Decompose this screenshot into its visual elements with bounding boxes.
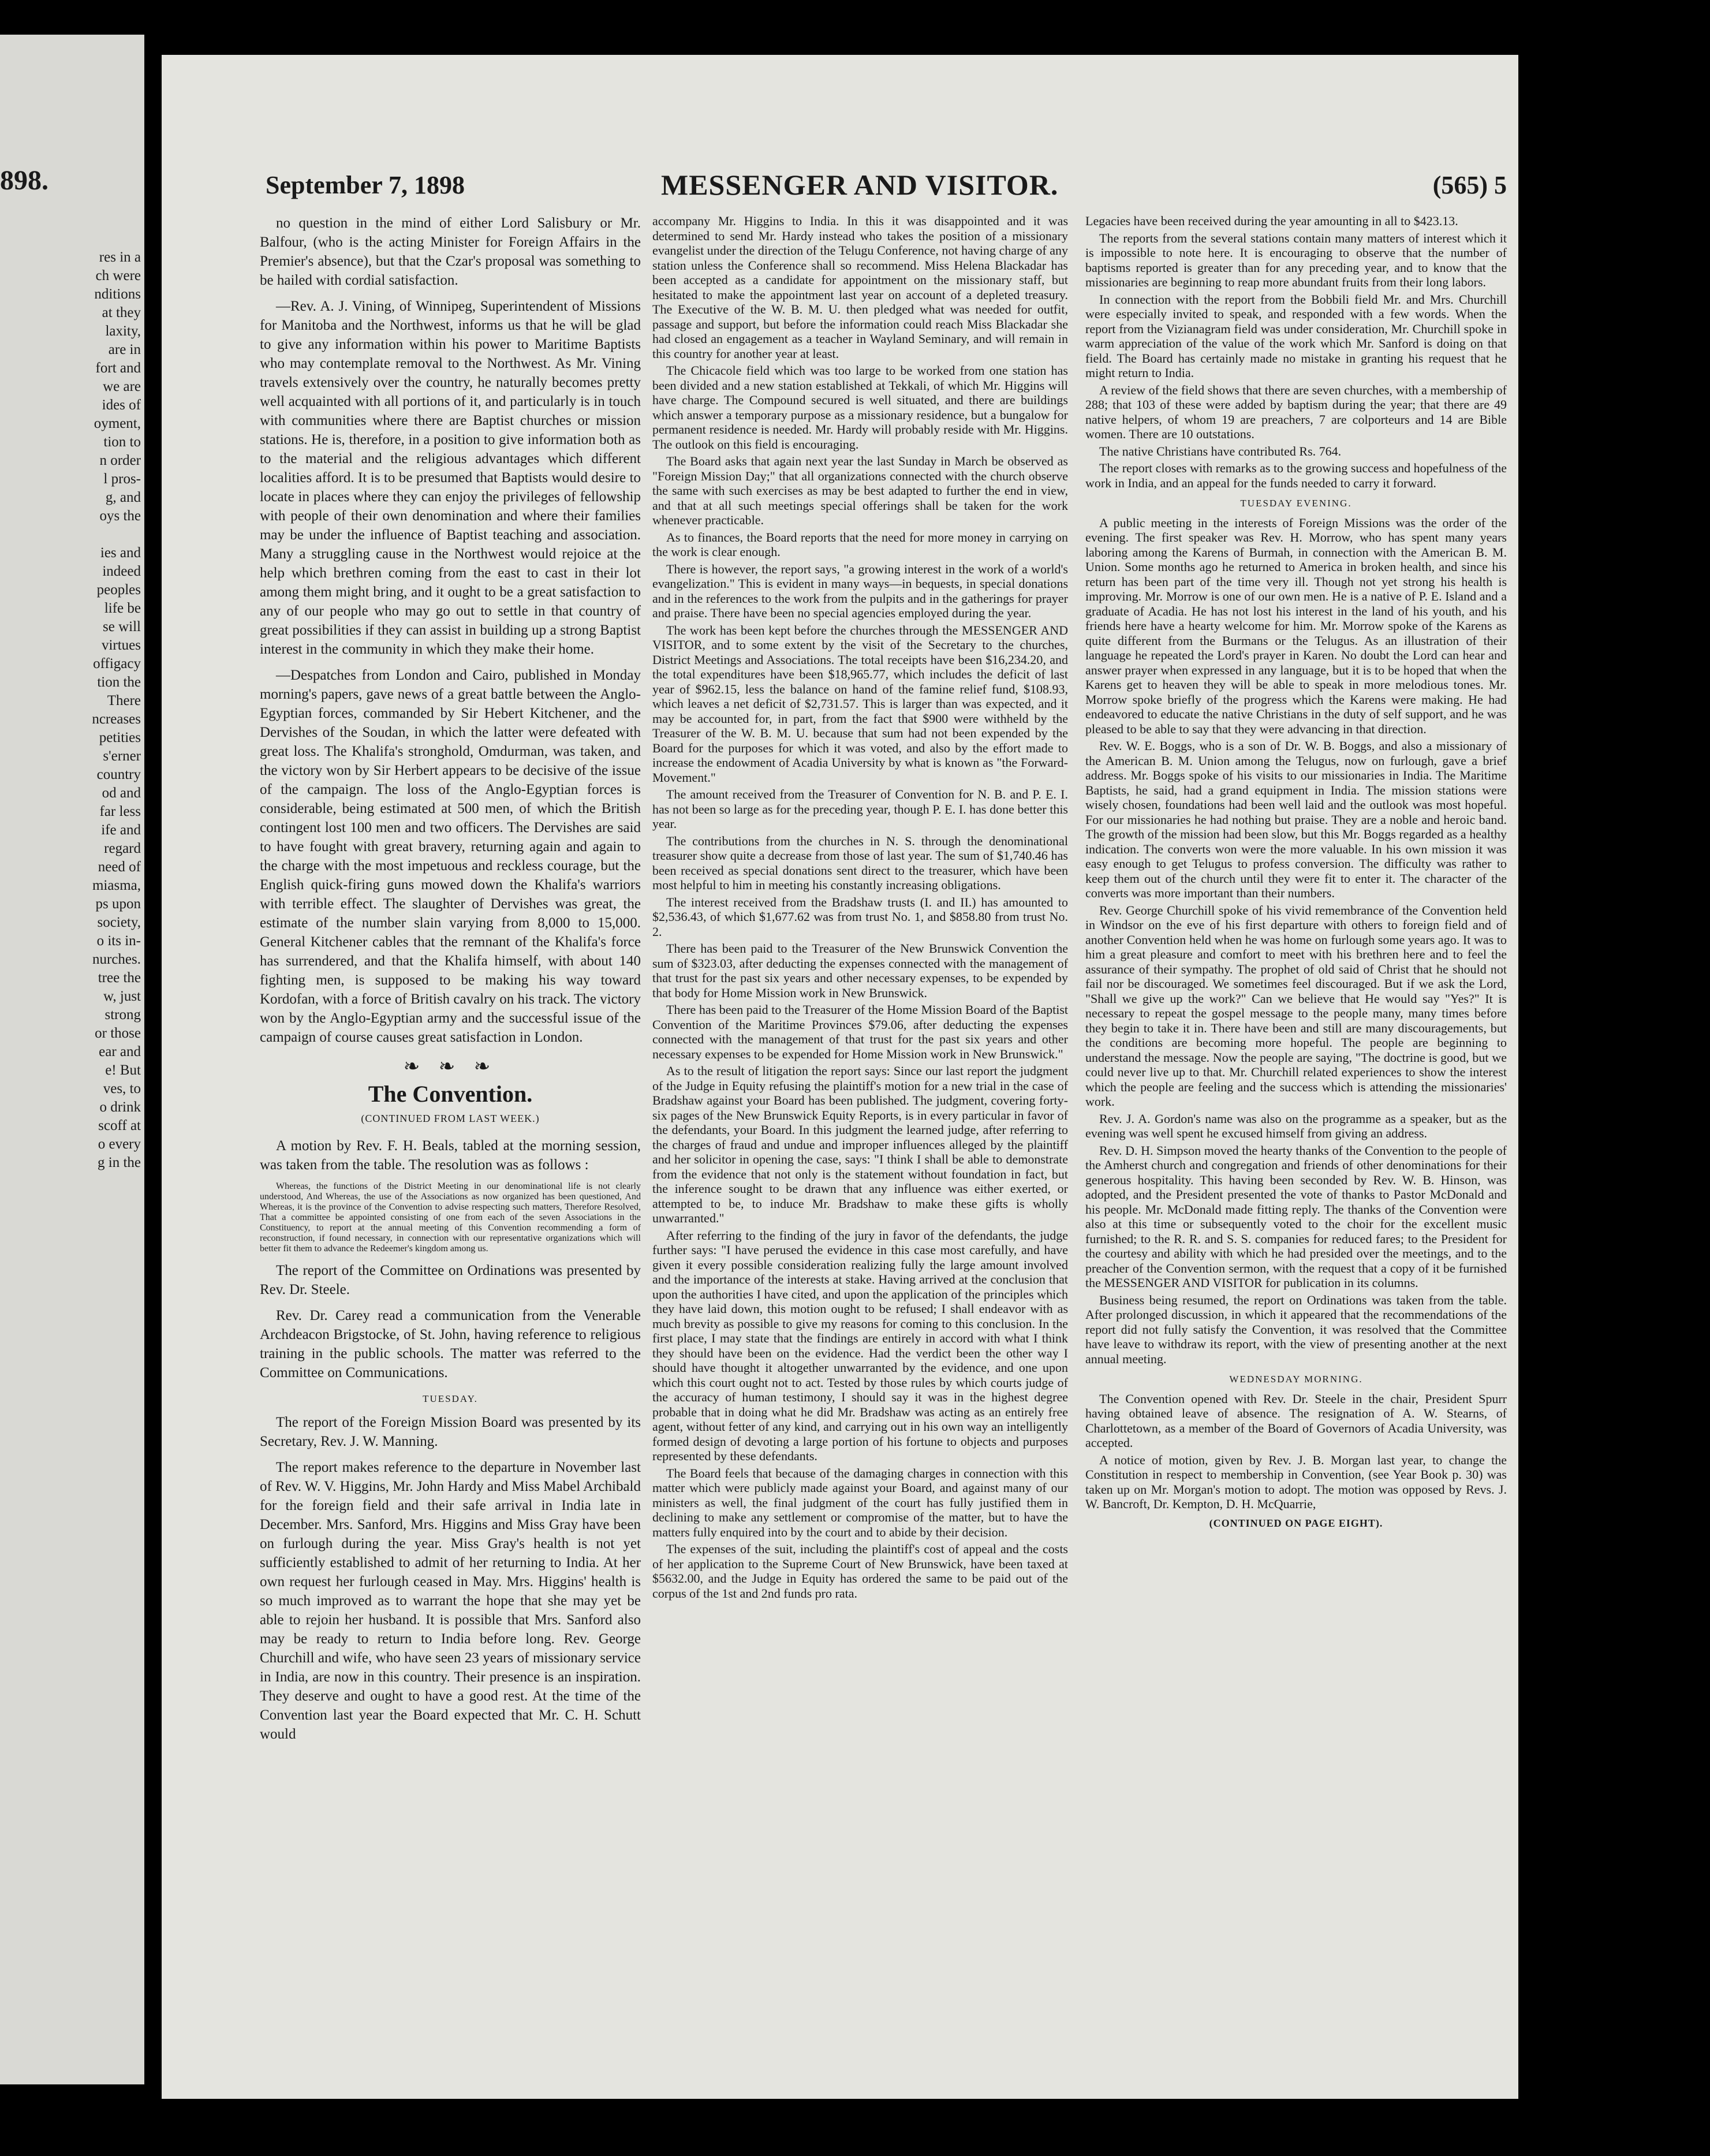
paragraph: The report of the Committee on Ordinations was presented by Rev. Dr. Steele.: [260, 1263, 641, 1297]
paragraph: The Chicacole field which was too large to be worked from one station has been divided and a new station established at Tekkali, of which Mr. Higgins will have charge. The Compound secured is well situated, and there are buildings which answer a temporary purpose as a missionary residence, but a bungalow for permanent residence is needed. Mr. Hardy will probably reside with Mr. Higgins. The outlook on this field is encouraging.: [652, 363, 1068, 452]
paragraph: The work has been kept before the churches through the MESSENGER AND VISITOR, and to some extent by the visit of the Secretary to the churches, District Meetings and Associations. The total receipts have been $16,234.20, and the total expenditures have been $18,965.77, which includes the deficit of last year of $962.15, less the balance on hand of the famine relief fund, $108.93, which leaves a net deficit of $2,731.57. This is larger than was expected, and it may be accounted for, in part, from the fact that $900 were withheld by the Treasurer of the W. B. M. U. because that sum had not been expended by the Board for the purposes for which it was voted, and also by the effort made to increase the endowment of Acadia University by what is known as "the Forward-Movement.": [652, 622, 1068, 785]
article-subtitle: (CONTINUED FROM LAST WEEK.): [361, 1113, 540, 1124]
left-page-fragment: virtues: [101, 637, 141, 653]
paragraph: Rev. George Churchill spoke of his vivid remembrance of the Convention held in Windsor on the eve of his first departure with others to foreign field and of another Convention held when he was home on furlough some years ago. It was to him a great pleasure and comfort to meet with his brethren here and to feel the assurance of their sympathy. The prophet of old said of Christ that he should not fail nor be discouraged. We sometimes feel discouraged. But if we ask the Lord, "Shall we give up the work?" Can we believe that He would say "Yes?" It is necessary to repeat the gospel message to the people many, many times before they begin to take it in. There have been and still are many discouragements, but the conditions are becoming more hopeful. The people are beginning to understand the message. Now the people are saying, "The doctrine is good, but we could never live up to that. Mr. Churchill related experiences to show the interest which the people are feeling and the success which is attending the missionaries' work.: [1085, 902, 1507, 1109]
paragraph: accompany Mr. Higgins to India. In this it was disappointed and it was determined to send Mr. Hardy instead who takes the position of a missionary evangelist under the direction of the Telugu Conference, not having charge of any station unless the Conference shall so recommend. Miss Helena Blackadar has been accepted as a candidate for appointment on the missionary staff, but hesitated to make the appointment last year on account of a depleted treasury. The Executive of the W. B. M. U. then pledged what was needed for outfit, passage and support, but before the information could reach Miss Blackadar she had closed an engagement as a teacher in Wayland Seminary, and will remain in this country for another year at least.: [652, 214, 1068, 361]
paragraph: The Board feels that because of the damaging charges in connection with this matter which were publicly made against your Board, and against many of our ministers as well, the final judgment of the court has fully justified them in declining to make any settlement or compromise of the matter, but to have the matters fully enquired into by the court and to abide by their decision.: [652, 1465, 1068, 1539]
left-page-fragment: petities: [99, 730, 141, 745]
left-page-fragment: ife and: [101, 822, 141, 838]
section-heading: TUESDAY EVENING.: [1240, 498, 1352, 509]
left-page-fragment: indeed: [102, 564, 141, 579]
ornament: ❧ ❧ ❧: [403, 1056, 498, 1077]
left-page-fragment: g in the: [98, 1155, 141, 1170]
paragraph: Business being resumed, the report on Ordinations was taken from the table. After prolonged discussion, in which it appeared that the recommendations of the report did not fully satisfy the Convention, it was resolved that the Committee have leave to withdraw its report, with the view of presenting another at the next annual meeting.: [1085, 1292, 1507, 1366]
paragraph: As to the result of litigation the report says: Since our last report the judgment of the Judge in Equity refusing the plaintiff's motion for a new trial in the case of Bradshaw against your Board has been published. The judgment, covering forty-six pages of the New Brunswick Equity Reports, is in every particular in favor of the defendants, your Board. In this judgment the learned judge, after referring to the charges of fraud and undue and improper influences alleged by the plaintiff and her solicitor in opening the case, says: "I think I shall be able to demonstrate from the evidence that not only is the statement without foundation in fact, but the inference sought to be drawn that any influence was either exerted, or attempted to be, to induce Mr. Bradshaw to make these gifts is wholly unwarranted.": [652, 1064, 1068, 1225]
paragraph: After referring to the finding of the jury in favor of the defendants, the judge further says: "I have perused the evidence in this case most carefully, and have given it every possible consideration realizing fully the large amount involved and the importance of the interests at stake. Having arrived at the conclusion that upon the authorities I have cited, and upon the application of the principles which they have laid down, this motion ought to be refused; I shall endeavor with as much brevity as possible to give my reasons for coming to this conclusion. In the first place, I may state that the findings are entirely in accord with what I think they should have been on the evidence. Had the verdict been the other way I should have thought it altogether unwarranted by the evidence, and one upon which this court ought not to act. Tested by those rules by which courts judge of the accuracy of human testimony, I should say it was in the highest degree probable that in doing what he did Mr. Bradshaw was acting as an entirely free agent, without fetter of any kind, and carrying out in his own way an intelligently formed design of devoting a large portion of his fortune to objects and purposes represented by these defendants.: [652, 1228, 1068, 1463]
left-page-fragment: are in: [108, 342, 141, 357]
left-page-fragment: l pros-: [103, 471, 141, 487]
paragraph: The amount received from the Treasurer of Convention for N. B. and P. E. I. has not been so large as for the preceding year, though P. E. I. has done better this year.: [652, 787, 1068, 831]
paragraph: Rev. Dr. Carey read a communication from the Venerable Archdeacon Brigstocke, of St. John, having reference to religious training in the public schools. The matter was referred to the Committee on Communications.: [260, 1308, 641, 1381]
paragraph: A public meeting in the interests of Foreign Missions was the order of the evening. The first speaker was Rev. H. Morrow, who has spent many years laboring among the Karens of Burmah, in connection with the American B. M. Union. Some months ago he returned to America in broken health, and since his return has been part of the time very ill. Though not yet strong his health is improving. Mr. Morrow is one of our own men. He is a native of P. E. Island and a graduate of Acadia. He has not lost his interest in the land of his youth, and his friends here have a hearty welcome for him. Mr. Morrow spoke of the Karens as quite different from the Burmans or the Telugus. As an illustration of their language he repeated the Lord's prayer in Karen. No doubt the Lord can hear and answer prayer when expressed in any language, but it is to be hoped that when the Karens get to heaven they will be able to speak in more melodious tones. Mr. Morrow spoke briefly of the progress which the Karens were making. He had endeavored to educate the native Christians in the duty of self support, and he was pleased to be able to say that they were advancing in that direction.: [1085, 515, 1507, 736]
left-page-fragment: life be: [104, 600, 141, 616]
left-page-fragment: at they: [102, 305, 141, 320]
left-page-fragment: tion to: [103, 434, 141, 450]
masthead: MESSENGER AND VISITOR.: [661, 169, 1059, 201]
paragraph: The interest received from the Bradshaw trusts (I. and II.) has amounted to $2,536.43, of which $1,677.62 was from trust No. 1, and $858.80 from trust No. 2.: [652, 894, 1068, 939]
paragraph: Rev. W. E. Boggs, who is a son of Dr. W. B. Boggs, and also a missionary of the American B. M. Union among the Telugus, now on furlough, gave a brief address. Mr. Boggs spoke of his visits to our missionaries in India. The Maritime Baptists, he said, had a grand equipment in India. The mission stations were wisely chosen, foundations had been well laid and the outlook was most hopeful. For our missionaries he had nothing but praise. They are a noble and heroic band. The growth of the mission had been slow, but this Mr. Boggs regarded as a healthy indication. The converts won were the more valuable. In his own mission it was easy enough to get Telugus to profess conversion. The difficulty was rather to keep them out of the church until they were fit to enter it. The character of the converts was more important than their numbers.: [1085, 738, 1507, 900]
section-heading: WEDNESDAY MORNING.: [1229, 1374, 1363, 1385]
left-page-fragment: tree the: [98, 970, 141, 986]
left-page-fragment: od and: [102, 785, 141, 801]
left-page-fragment: ncreases: [92, 711, 141, 727]
left-page-fragment: society,: [97, 915, 141, 930]
left-page-fragment: oys the: [99, 508, 141, 524]
left-page-fragment: need of: [98, 859, 141, 875]
issue-date: September 7, 1898: [266, 171, 465, 199]
paragraph: A motion by Rev. F. H. Beals, tabled at the morning session, was taken from the table. The resolution was as follows :: [260, 1138, 641, 1173]
left-page-fragment: offigacy: [93, 656, 141, 672]
paragraph: A notice of motion, given by Rev. J. B. Morgan last year, to change the Constitution in respect to membership in Convention, (see Year Book p. 30) was taken up on Mr. Morgan's motion to adopt. The motion was opposed by Revs. J. W. Bancroft, Dr. Kempton, D. H. McQuarrie,: [1085, 1452, 1507, 1511]
paragraph: A review of the field shows that there are seven churches, with a membership of 288; that 103 of these were added by baptism during the year; that there are 49 native helpers, of whom 19 are preachers, 7 are colporteurs and 14 are Bible women. There are 10 outstations.: [1085, 382, 1507, 441]
column-3: [1085, 214, 1507, 2061]
left-page-fragment: or those: [95, 1025, 141, 1041]
left-page-fragment: nditions: [94, 286, 141, 302]
left-page-fragment: country: [96, 767, 141, 782]
left-page-fragment: peoples: [96, 582, 141, 598]
left-page-fragment: ies and: [100, 545, 141, 561]
paragraph: The report closes with remarks as to the growing success and hopefulness of the work in India, and an appeal for the funds needed to carry it forward.: [1085, 461, 1507, 490]
left-page-fragment: [2, 525, 141, 544]
paragraph: —Rev. A. J. Vining, of Winnipeg, Superintendent of Missions for Manitoba and the Northwest, informs us that he will be glad to give any information within his power to Maritime Baptists who may contemplate removal to the Northwest. As Mr. Vining travels extensively over the country, he naturally becomes pretty well acquainted with all portions of it, and particularly is in touch with communities where there are Baptist churches or mission stations. He is, therefore, in a position to give information both as to the material and the religious advantages which different localities afford. It is to be presumed that Baptists would desire to locate in places where they can enjoy the privileges of fellowship with people of their own denomination and where their families may be under the influence of Baptist teaching and association. Many a struggling cause in the Northwest would rejoice at the help which brethren coming from the east to cast in their lot among them might bring, and it ought to be a great satisfaction to any of our people who may go out to settle in that country of great possibilities if they can assist in building up a strong Baptist interest in the community in which they make their home.: [260, 299, 641, 657]
left-page-fragment: nurches.: [92, 952, 141, 967]
column-2: [652, 214, 1068, 2061]
left-page-fragment: fort and: [95, 360, 141, 376]
left-page-fragments: [2, 248, 141, 1172]
left-page-strip: [0, 35, 144, 2084]
paragraph: —Despatches from London and Cairo, published in Monday morning's papers, gave news of a great battle between the Anglo-Egyptian forces, commanded by Sir Hebert Kitchener, and the Dervishes of the Soudan, in which the latter were defeated with great loss. The Khalifa's stronghold, Omdurman, was taken, and the victory won by Sir Herbert appears to be decisive of the issue of the campaign. The loss of the Anglo-Egyptian forces is considerable, being estimated at 500 men, of which the British contingent lost 100 men and two officers. The Dervishes are said to have fought with great bravery, returning again and again to the charge with the most impetuous and reckless courage, but the English quick-firing guns mowed down the Khalifa's warriors with terrible effect. The slaughter of Dervishes was great, the estimate of the number slain varying from 8,000 to 15,000. General Kitchener cables that the remnant of the Khalifa's force has surrendered, and that the Khalifa himself, with about 140 fighting men, is supposed to be making his way toward Kordofan, with a force of British cavalry on his track. The victory won by the Anglo-Egyptian army and the successful issue of the campaign of course causes great satisfaction in London.: [260, 667, 641, 1045]
left-page-fragment: o every: [98, 1136, 141, 1152]
page-header: [266, 170, 1507, 211]
left-page-fragment: o its in-: [96, 933, 141, 949]
paragraph: The contributions from the churches in N. S. through the denominational treasurer show quite a decrease from those of last year. The sum of $1,740.46 has been received as special donations sent direct to the treasurer, which have been most helpful to him in meeting his constantly increasing obligations.: [652, 833, 1068, 892]
left-page-fragment: ides of: [102, 397, 141, 413]
left-page-header: 898.: [0, 165, 48, 196]
left-page-fragment: strong: [104, 1007, 141, 1023]
left-page-fragment: ear and: [99, 1044, 141, 1060]
paragraph: The native Christians have contributed Rs. 764.: [1099, 443, 1342, 458]
column-1: [260, 214, 641, 2044]
paragraph: The Board asks that again next year the last Sunday in March be observed as "Foreign Mission Day;" that all organizations connected with the church observe the same with such exercises as may be best adapted to further the end in view, and that at all such meetings special offerings shall be taken for the work whenever practicable.: [652, 454, 1068, 527]
left-page-fragment: ps upon: [95, 896, 141, 912]
left-page-fragment: far less: [99, 804, 141, 819]
paragraph: no question in the mind of either Lord Salisbury or Mr. Balfour, (who is the acting Minister for Foreign Affairs in the Premier's absence), but that the Czar's proposal was something to be hailed with cordial satisfaction.: [260, 215, 641, 288]
continued-note: (CONTINUED ON PAGE EIGHT).: [1209, 1517, 1383, 1529]
left-page-fragment: s'erner: [103, 748, 141, 764]
left-page-fragment: There: [107, 693, 141, 708]
paragraph: The Convention opened with Rev. Dr. Steele in the chair, President Spurr having obtained leave of absence. The resignation of A. W. Stearns, of Charlottetown, as a member of the Board of Governors of Acadia University, was accepted.: [1085, 1391, 1507, 1450]
paragraph: As to finances, the Board reports that the need for more money in carrying on the work is clear enough.: [652, 529, 1068, 559]
left-page-fragment: n order: [99, 453, 141, 468]
resolution-text: Whereas, the functions of the District Meeting in our denominational life is not clearly understood, And Whereas, the use of the Associations as now organized has been questioned, And Whereas, it is the province of the Convention to advise respecting such matters, Therefore Resolved, That a committee be appointed consisting of one from each of the seven Associations in the Constituency, to report at the annual meeting of this Convention recommending a form of reconstruction, if found necessary, in connection with our representative organizations which will better fit them to advance the Redeemer's kingdom among us.: [260, 1181, 641, 1254]
paragraph: Rev. D. H. Simpson moved the hearty thanks of the Convention to the people of the Amherst church and congregation and friends of other denominations for their generous hospitality. This having been seconded by Rev. W. B. Hinson, was adopted, and the President presented the vote of thanks to Pastor McDonald and his people. Mr. McDonald made fitting reply. The thanks of the Convention were also at this time or subsequently voted to the choir for the excellent music furnished; to the R. R. and S. S. companies for reduced fares; to the President for the courtesy and ability with which he had presided over the meetings, and to the preacher of the Convention sermon, with the request that a copy of it be furnished the MESSENGER AND VISITOR for publication in its columns.: [1085, 1143, 1507, 1290]
left-page-fragment: we are: [103, 379, 141, 394]
section-heading: TUESDAY.: [423, 1393, 478, 1404]
left-page-fragment: oyment,: [94, 416, 141, 431]
paragraph: There has been paid to the Treasurer of the Home Mission Board of the Baptist Convention of the Maritime Provinces $79.06, after deducting the expenses connected with the management of that trust for the past six years and other necessary expenses to be expended for Home Mission work in New Brunswick.": [652, 1002, 1068, 1061]
page-number: (565) 5: [1432, 171, 1507, 199]
article-title: The Convention.: [368, 1081, 533, 1107]
paragraph: In connection with the report from the Bobbili field Mr. and Mrs. Churchill were especially invited to speak, and responded with a few words. When the report from the Vizianagram field was under consideration, Mr. Churchill spoke in warm appreciation of the value of the work which Mr. Sanford is doing on that field. The Board has certainly made no mistake in granting his request that he might return to India.: [1085, 292, 1507, 380]
newspaper-page: [162, 55, 1518, 2099]
left-page-fragment: ves, to: [103, 1081, 141, 1096]
left-page-fragment: tion the: [97, 674, 141, 690]
paragraph: Legacies have been received during the year amounting in all to $423.13.: [1085, 214, 1458, 228]
left-page-fragment: regard: [104, 841, 141, 856]
left-page-fragment: g, and: [105, 490, 141, 505]
left-page-fragment: w, just: [103, 989, 141, 1004]
left-page-fragment: res in a: [99, 249, 141, 265]
paragraph: The report makes reference to the departure in November last of Rev. W. V. Higgins, Mr. John Hardy and Miss Mabel Archibald for the foreign field and their safe arrival in India late in December. Mrs. Sanford, Mrs. Higgins and Miss Gray have been on furlough during the year. Miss Gray's health is not yet sufficiently established to admit of her returning to India. At her own request her furlough ceased in May. Mrs. Higgins' health is so much improved as to warrant the hope that she may yet be able to rejoin her husband. It is possible that Mrs. Sanford also may be ready to return to India before long. Rev. George Churchill and wife, who have seen 23 years of missionary service in India, are now in this country. Their presence is an inspiration. They deserve and ought to have a good rest. At the time of the Convention last year the Board expected that Mr. C. H. Schutt would: [260, 1460, 641, 1742]
paragraph: Rev. J. A. Gordon's name was also on the programme as a speaker, but as the evening was well spent he excused himself from giving an address.: [1085, 1111, 1507, 1140]
left-page-fragment: e! But: [105, 1062, 141, 1078]
left-page-fragment: miasma,: [92, 878, 141, 893]
left-page-fragment: o drink: [99, 1099, 141, 1115]
paragraph: The report of the Foreign Mission Board was presented by its Secretary, Rev. J. W. Manning.: [260, 1415, 641, 1449]
paragraph: The reports from the several stations contain many matters of interest which it is impossible to note here. It is encouraging to observe that the number of baptisms reported is greater than for any preceding year, and to know that the missionaries are beginning to reap more abundant fruits from their long labors.: [1085, 230, 1507, 289]
left-page-fragment: scoff at: [98, 1118, 141, 1133]
paragraph: There has been paid to the Treasurer of the New Brunswick Convention the sum of $323.03, after deducting the expenses connected with the management of that trust for the past six years and other necessary expenses, to be expended by that body for Home Mission work in New Brunswick.: [652, 941, 1068, 1000]
left-page-fragment: laxity,: [105, 323, 141, 339]
paragraph: The expenses of the suit, including the plaintiff's cost of appeal and the costs of her application to the Supreme Court of New Brunswick, have been taxed at $5632.00, and the Judge in Equity has ordered the same to be paid out of the corpus of the 1st and 2nd funds pro rata.: [652, 1542, 1068, 1601]
paragraph: There is however, the report says, "a growing interest in the work of a world's evangelization." This is evident in many ways—in bequests, in special donations and in the references to the work from the pulpits and in the gatherings for prayer and praise. There have been no special agencies employed during the year.: [652, 561, 1068, 620]
left-page-fragment: se will: [103, 619, 141, 635]
left-page-fragment: ch were: [95, 268, 141, 284]
